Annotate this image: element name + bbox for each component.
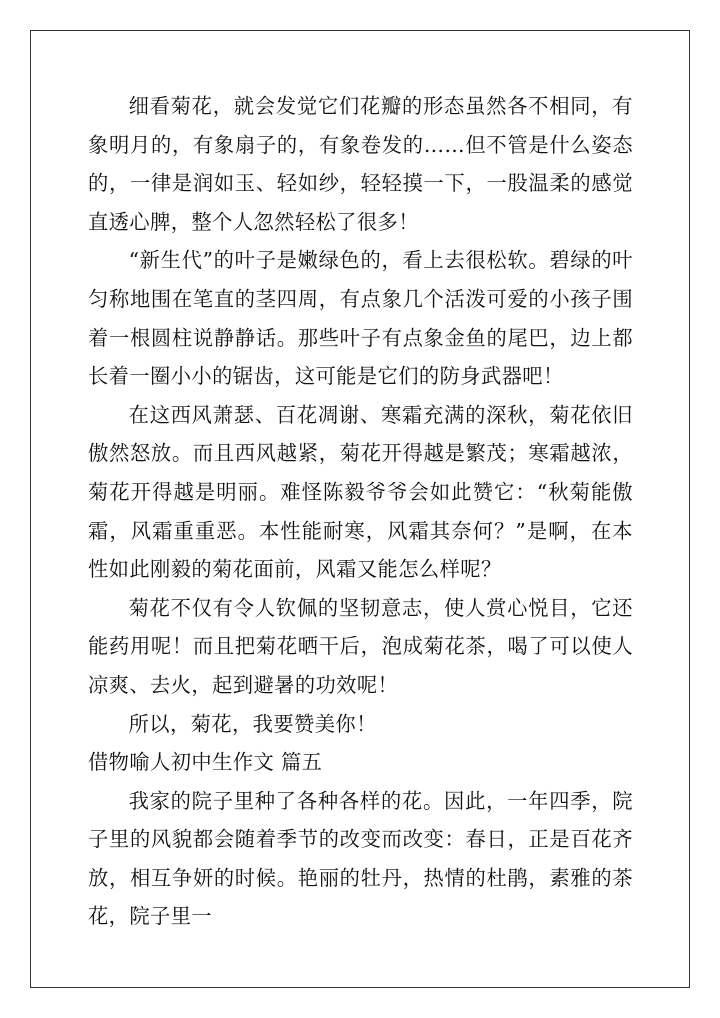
- paragraph-autumn-frost: 在这西风萧瑟、百花凋谢、寒霜充满的深秋，菊花依旧傲然怒放。而且西风越紧，菊花开得越是繁茂；寒霜越浓，菊花开得越是明丽。难怪陈毅爷爷会如此赞它：“秋菊能傲霜，风霜重重恶。本性能耐寒，风霜其奈何？”是啊，在本性如此刚毅的菊花面前，风霜又能怎么样呢？: [88, 402, 633, 582]
- paragraph-chrysanthemum-leaves: “新生代”的叶子是嫩绿色的，看上去很松软。碧绿的叶匀称地围在笔直的茎四周，有点象几个活泼可爱的小孩子围着一根圆柱说静静话。那些叶子有点象金鱼的尾巴，边上都长着一圈小小的锯齿，这可能是它们的防身武器吧！: [88, 248, 633, 389]
- paragraph-medicinal-use: 菊花不仅有令人钦佩的坚韧意志，使人赏心悦目，它还能药用呢！而且把菊花晒干后，泡成菊花茶，喝了可以使人凉爽、去火，起到避暑的功效呢！: [88, 595, 633, 697]
- paragraph-courtyard: 我家的院子里种了各种各样的花。因此，一年四季，院子里的风貌都会随着季节的改变而改变：春日，正是百花齐放，相互争妍的时候。艳丽的牡丹，热情的杜鹃，素雅的茶花，院子里一: [88, 788, 633, 929]
- paragraph-chrysanthemum-petals: 细看菊花，就会发觉它们花瓣的形态虽然各不相同，有象明月的，有象扇子的，有象卷发的……但不管是什么姿态的，一律是润如玉、轻如纱，轻轻摸一下，一股温柔的感觉直透心脾，整个人忽然轻松了很多！: [88, 94, 633, 234]
- paragraph-praise: 所以，菊花，我要赞美你！: [128, 711, 377, 736]
- document-body: [88, 87, 633, 936]
- section-title: 借物喻人初中生作文 篇五: [88, 750, 323, 775]
